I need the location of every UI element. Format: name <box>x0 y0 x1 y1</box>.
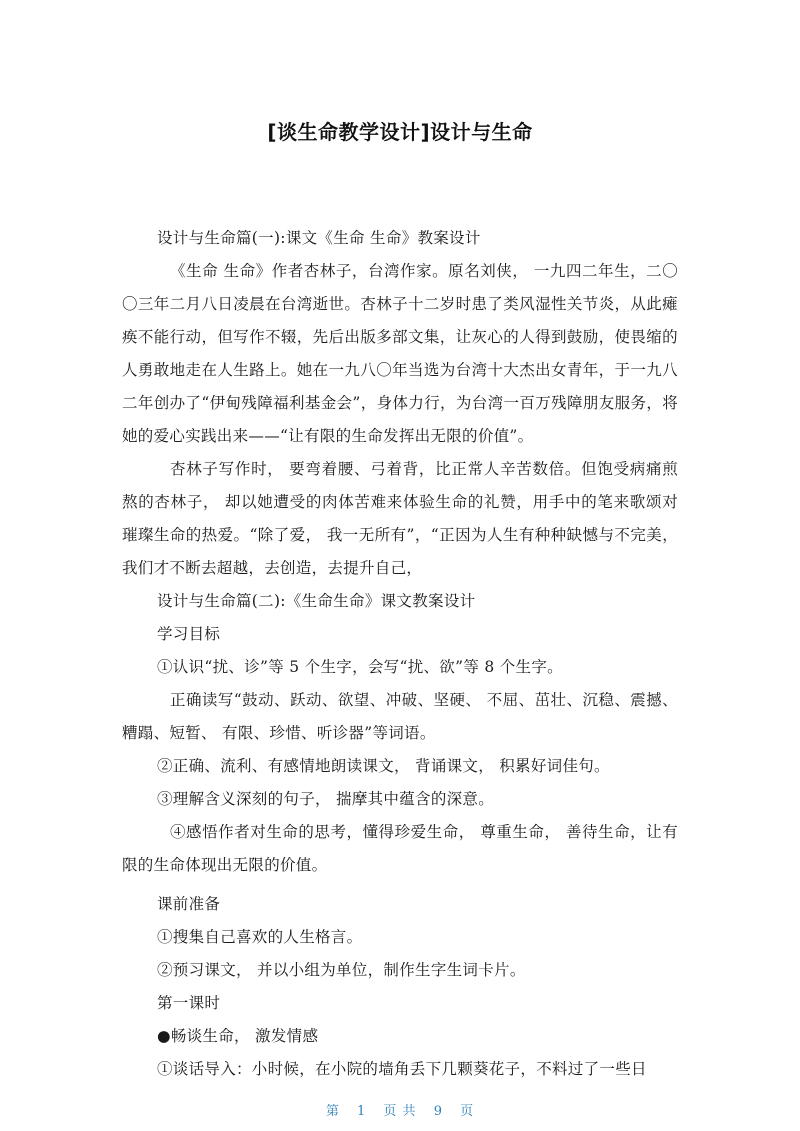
list-item: ①认识“扰、诊”等 5 个生字，会写“扰、欲”等 8 个生字。 <box>157 658 563 676</box>
section-heading: 设计与生命篇(一):课文《生命 生命》教案设计 <box>157 229 481 247</box>
footer-prefix: 第 <box>325 1104 340 1119</box>
bullet-item: ●畅谈生命， 激发情感 <box>157 1027 319 1045</box>
document-title: [谈生命教学设计]设计与生命 <box>267 120 533 144</box>
section-heading: 设计与生命篇(二):《生命生命》课文教案设计 <box>157 592 476 610</box>
list-item: ②正确、流利、有感情地朗读课文， 背诵课文， 积累好词佳句。 <box>157 757 610 775</box>
list-item: ③理解含义深刻的句子， 揣摩其中蕴含的深意。 <box>157 790 495 808</box>
list-item: ④感悟作者对生命的思考，懂得珍爱生命， 尊重生命， 善待生命，让有限的生命体现出无限的价值。 <box>122 823 678 874</box>
document-body <box>122 222 678 1086</box>
footer-page-current: 1 <box>357 1104 367 1119</box>
paragraph: 《生命 生命》作者杏林子，台湾作家。原名刘侠， 一九四二年生，二〇〇三年二月八日凌晨在台湾逝世。杏林子十二岁时患了类风湿性关节炎，从此瘫痪不能行动，但写作不辍，先后出版多部文集，让灰心的人得到鼓励，使畏缩的人勇敢地走在人生路上。她在一九八〇年当选为台湾十大杰出女青年，于一九八二年创办了“伊甸残障福利基金会”，身体力行，为台湾一百万残障朋友服务，将她的爱心实践出来——“让有限的生命发挥出无限的价值”。 <box>122 262 678 445</box>
paragraph: 杏林子写作时， 要弯着腰、弓着背，比正常人辛苦数倍。但饱受病痛煎熬的杏林子， 却以她遭受的肉体苦难来体验生命的礼赞，用手中的笔来歌颂对璀璨生命的热爱。“除了爱， 我一无所有”，“正因为人生有种种缺憾与不完美，我们才不断去超越，去创造，去提升自己， <box>122 460 678 577</box>
footer-suffix: 页 <box>460 1104 475 1119</box>
footer-page-total: 9 <box>433 1104 443 1119</box>
paragraph: ①谈话导入：小时候，在小院的墙角丢下几颗葵花子，不料过了一些日 <box>157 1060 647 1078</box>
list-item: ②预习课文， 并以小组为单位，制作生字生词卡片。 <box>157 961 526 979</box>
footer-mid: 页 共 <box>383 1104 417 1119</box>
list-item: 正确读写“鼓动、跃动、欲望、冲破、坚硬、 不屈、茁壮、沉稳、震撼、糟蹋、短暂、 有限、珍惜、听诊器”等词语。 <box>122 691 678 742</box>
page-footer <box>0 1100 800 1119</box>
list-item: ①搜集自己喜欢的人生格言。 <box>157 928 363 946</box>
sub-heading: 第一课时 <box>157 994 221 1012</box>
sub-heading: 学习目标 <box>157 625 221 643</box>
sub-heading: 课前准备 <box>157 895 221 913</box>
